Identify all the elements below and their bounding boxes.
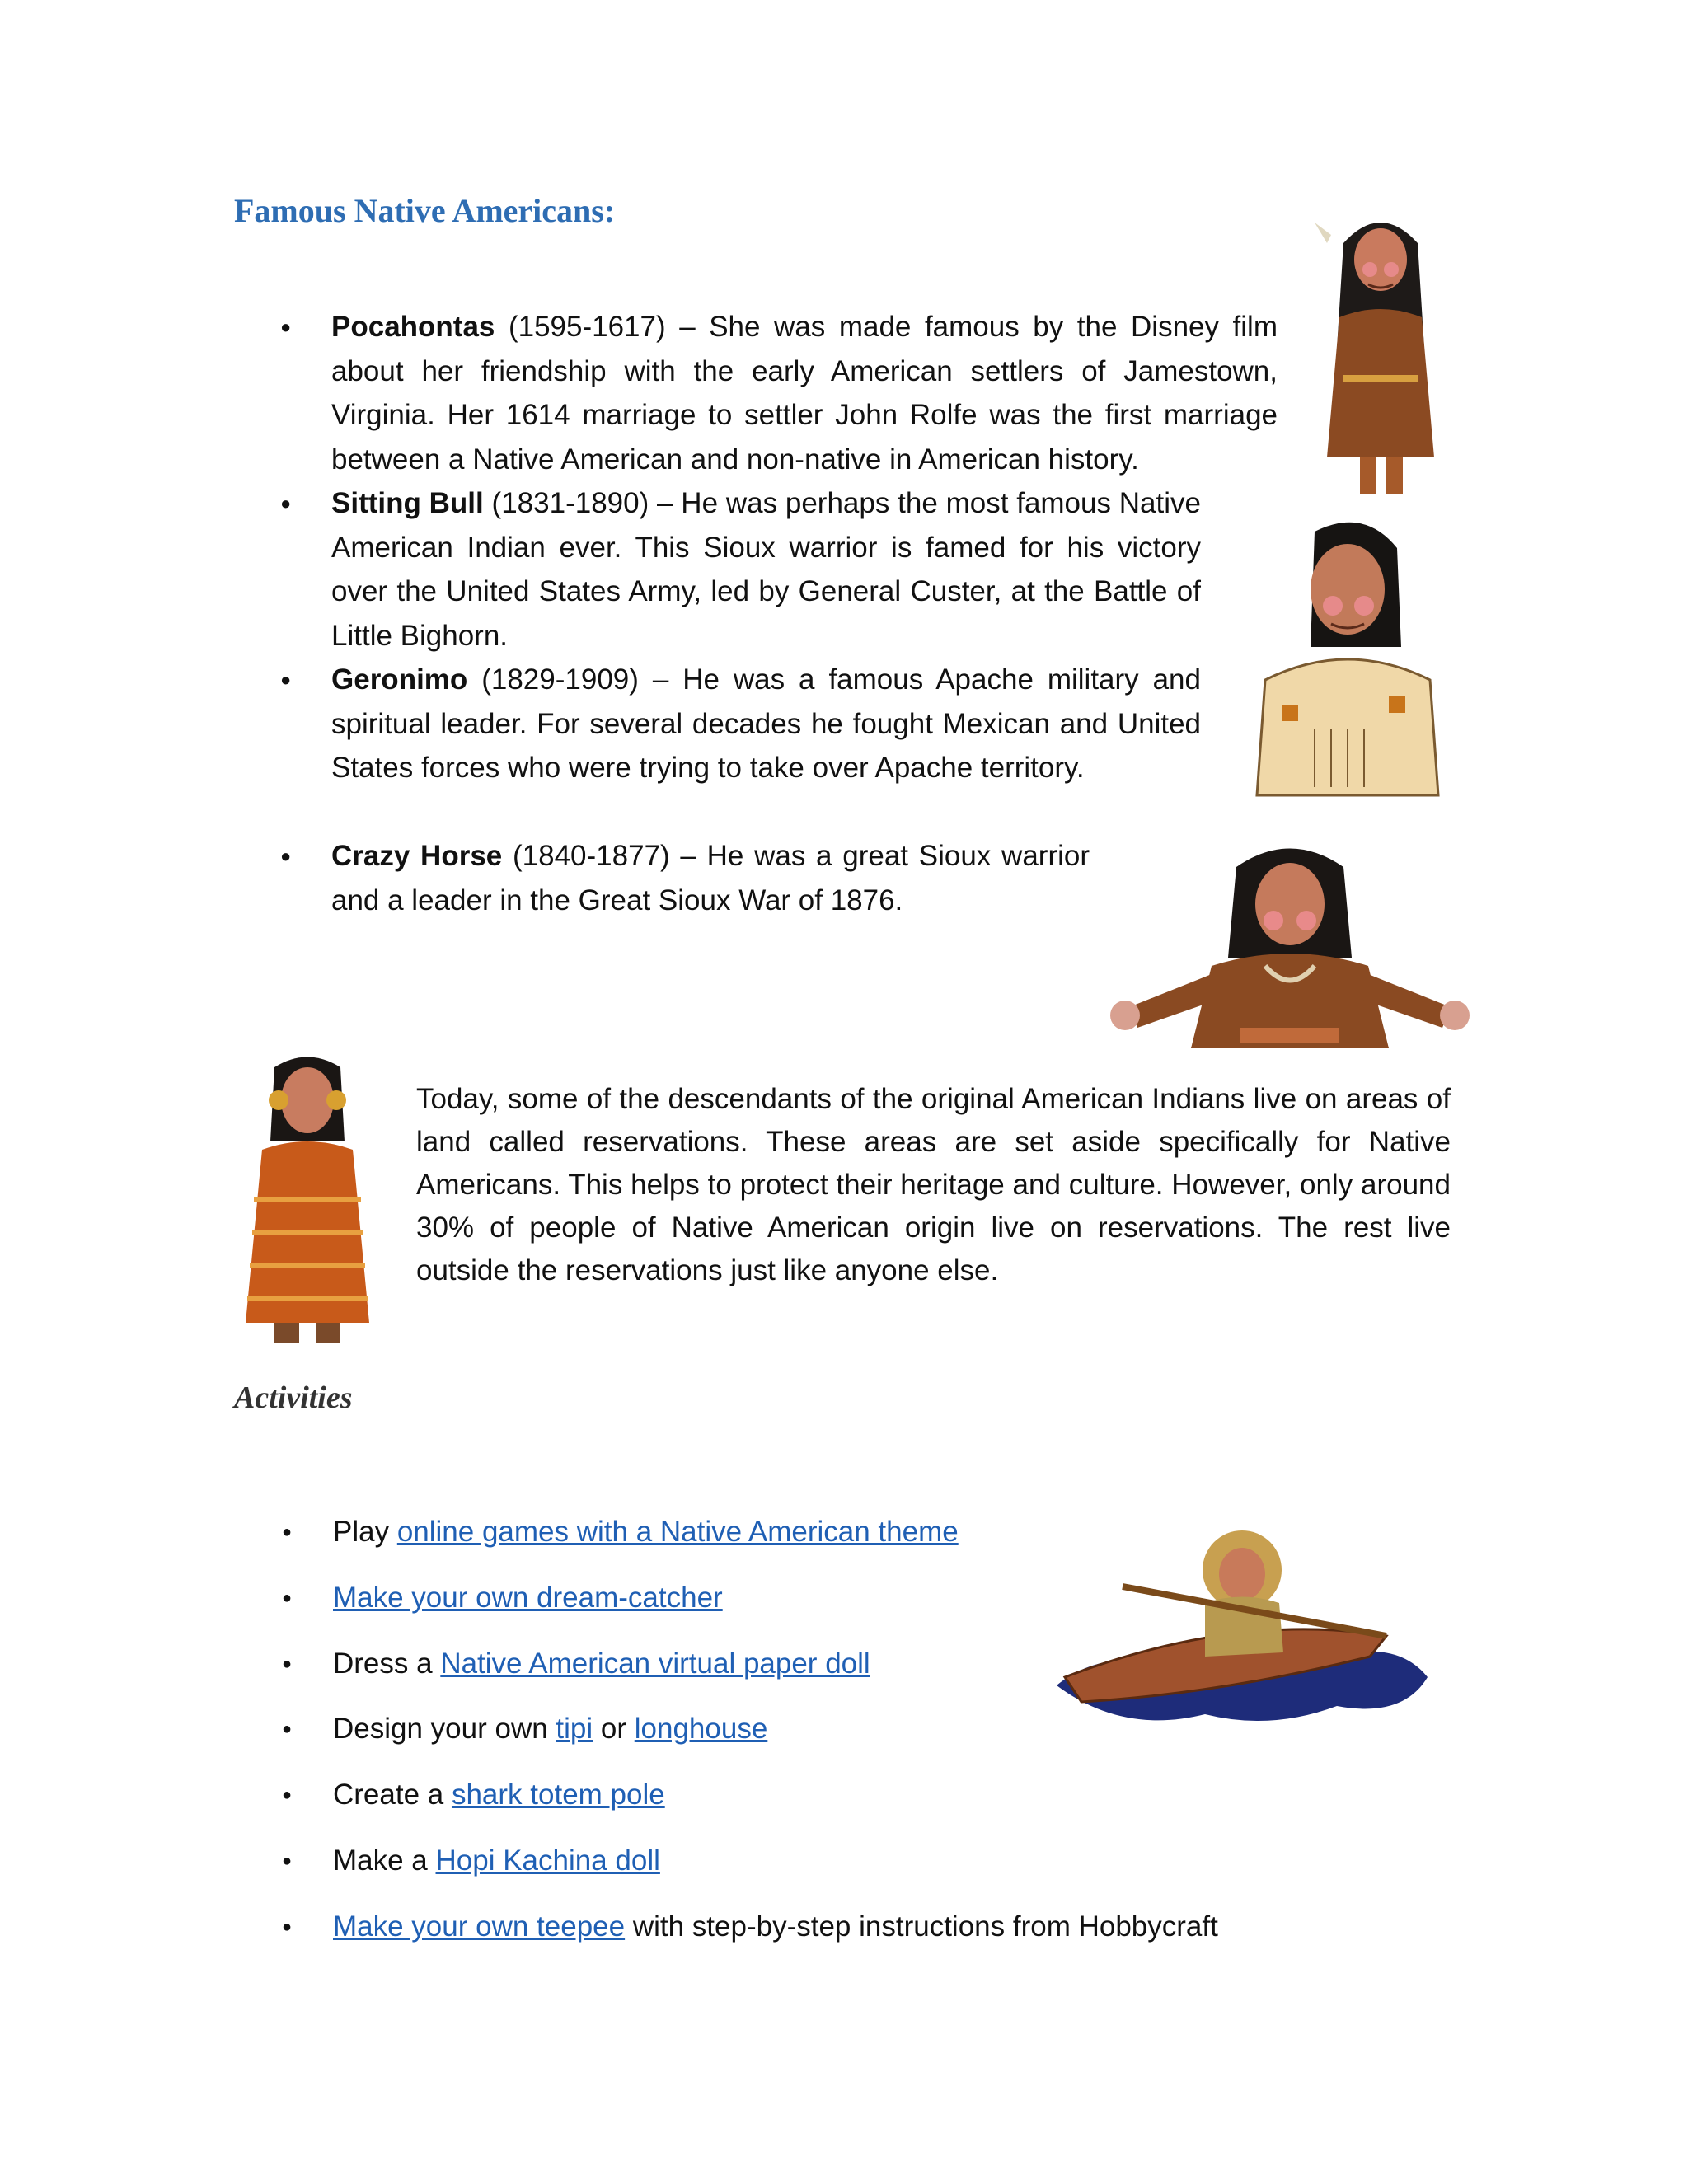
reservations-paragraph: Today, some of the descendants of the original American Indians live on areas of land called reservations. These areas are set aside specifically for Native Americans. This helps to protect their heritage and culture. However, only around 30% of people of Native American origin live on reservations. The rest live outside the reservations just like anyone else. <box>416 1083 1451 1286</box>
activity-item <box>333 1643 870 1685</box>
item-name: Sitting Bull <box>331 487 484 519</box>
activity-item <box>333 1708 767 1750</box>
sitting-bull-illustration <box>1240 515 1447 820</box>
link-paper-doll[interactable]: Native American virtual paper doll <box>440 1647 870 1680</box>
link-totem-pole[interactable]: shark totem pole <box>451 1779 665 1811</box>
item-name: Geronimo <box>331 663 468 696</box>
activity-text: Play <box>333 1516 397 1548</box>
activity-text: Dress a <box>333 1647 441 1680</box>
item-text: (1595-1617) – She was made famous by the Disney film about her friendship with the early American settlers of Jamestown, Virginia. Her 1614 marriage to settler John Rolfe was the first marriage between a Native American and non-native in American history. <box>331 311 1278 476</box>
blanket-figure-illustration <box>229 1051 386 1356</box>
item-name: Crazy Horse <box>331 840 503 872</box>
page-title: Famous Native Americans: <box>234 192 616 229</box>
link-online-games[interactable]: online games with a Native American theme <box>396 1516 959 1548</box>
list-item-crazy-horse <box>331 834 1090 922</box>
item-text: (1840-1877) – He was a great Sioux warrior and a leader in the Great Sioux War of 1876. <box>331 840 1090 916</box>
link-longhouse[interactable]: longhouse <box>634 1713 768 1745</box>
item-name: Pocahontas <box>331 311 495 343</box>
list-item-geronimo <box>331 658 1201 790</box>
activity-item <box>333 1840 660 1882</box>
link-teepee[interactable]: Make your own teepee <box>333 1910 626 1943</box>
crazy-horse-illustration <box>1104 842 1475 1065</box>
item-text: (1831-1890) – He was perhaps the most famous Native American Indian ever. This Sioux warrior is famed for his victory over the United States Army, led by General Custer, at the Battle of Little Bighorn. <box>331 487 1201 652</box>
activity-text: Design your own <box>333 1713 556 1745</box>
activity-item <box>333 1511 959 1553</box>
list-item-sitting-bull <box>331 481 1201 658</box>
pocahontas-illustration <box>1311 210 1451 507</box>
activity-item <box>333 1577 723 1619</box>
link-tipi[interactable]: tipi <box>556 1713 593 1745</box>
activity-text: or <box>593 1713 635 1745</box>
activity-item <box>333 1774 665 1816</box>
item-text: (1829-1909) – He was a famous Apache military and spiritual leader. For several decades he fought Mexican and United States forces who were trying to take over Apache territory. <box>331 663 1201 784</box>
activity-text: Create a <box>333 1779 452 1811</box>
activities-heading: Activities <box>234 1380 353 1415</box>
kayak-illustration <box>1040 1512 1436 1735</box>
activity-item <box>333 1906 1218 1947</box>
link-dream-catcher[interactable]: Make your own dream-catcher <box>333 1582 723 1614</box>
activity-text: Make a <box>333 1844 436 1877</box>
link-kachina-doll[interactable]: Hopi Kachina doll <box>435 1844 660 1877</box>
list-item-pocahontas <box>331 305 1278 481</box>
activity-text: with step-by-step instructions from Hobbycraft <box>625 1910 1218 1943</box>
